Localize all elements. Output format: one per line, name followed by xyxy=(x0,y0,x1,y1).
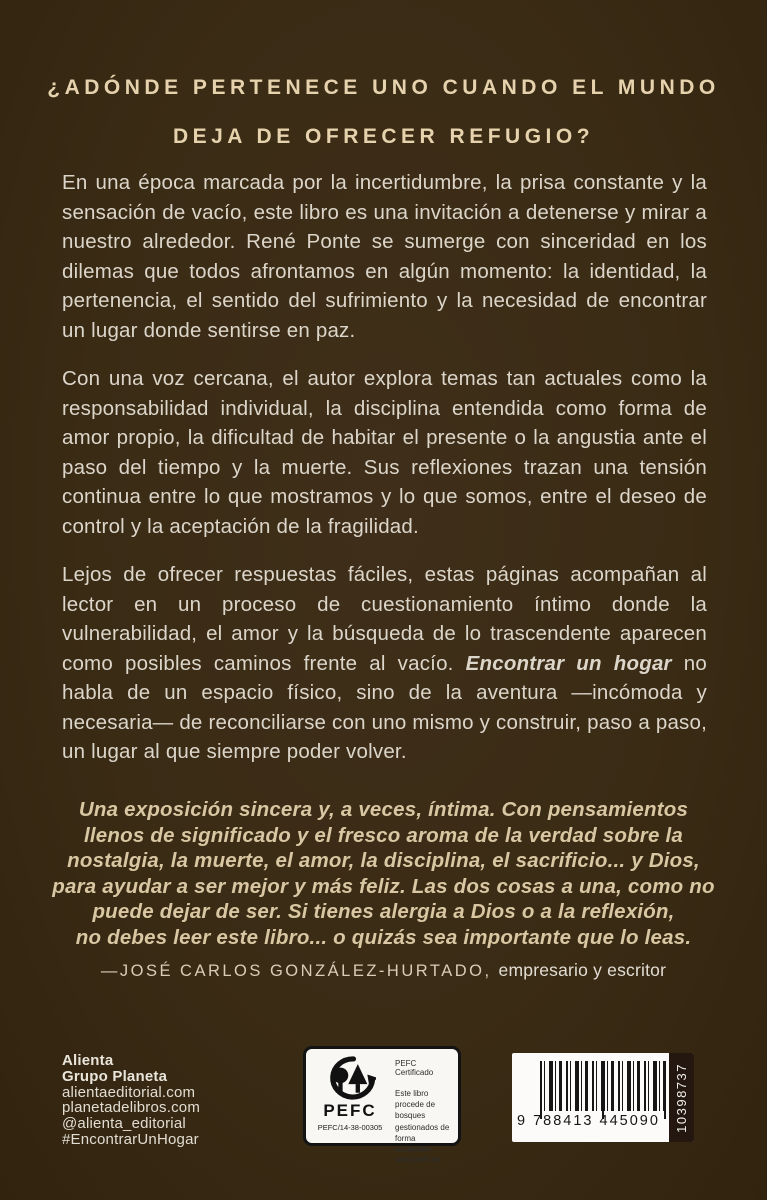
paragraph3-before: Lejos de ofrecer respuestas fáciles, estas páginas acompañan al lector en un proceso de cuestionamiento íntimo donde la vulnerabilidad, el amor y la búsqueda de lo trascendente aparecen como posibles caminos frente al vacío. xyxy=(62,563,707,675)
isbn-barcode xyxy=(512,1053,694,1142)
quote-line: puede dejar de ser. Si tienes alergia a Dios o a la reflexión, xyxy=(92,900,675,923)
headline-line-1: ¿ADÓNDE PERTENECE UNO CUANDO EL MUNDO xyxy=(47,76,720,99)
pefc-text-column xyxy=(387,1054,453,1165)
isbn-number: 9 788413 445090 xyxy=(517,1113,660,1129)
paragraph3-after: no habla de un espacio físico, sino de la aventura —incómoda y necesaria— de reconciliarse con uno mismo y construir, paso a paso, un lugar al que siempre poder volver. xyxy=(62,651,707,763)
quote-author-name: —JOSÉ CARLOS GONZÁLEZ-HURTADO, xyxy=(100,962,492,980)
internal-reference-strip xyxy=(669,1053,694,1142)
headline-line-2: DEJA DE OFRECER REFUGIO? xyxy=(172,125,595,148)
quote-line: para ayudar a ser mejor y más feliz. Las dos cosas a una, como no xyxy=(52,874,715,898)
pefc-title: PEFC Certificado xyxy=(395,1059,434,1077)
publisher-website: alientaeditorial.com xyxy=(62,1083,196,1101)
publisher-group: Grupo Planeta xyxy=(62,1067,168,1085)
publisher-website-2: planetadelibros.com xyxy=(62,1099,201,1117)
pefc-wordmark: PEFC xyxy=(323,1101,377,1120)
quote-line: no debes leer este libro... o quizás sea importante que lo leas. xyxy=(75,925,692,949)
barcode-guard-bar xyxy=(664,1061,666,1119)
synopsis xyxy=(62,168,707,786)
quote-line: Una exposición sincera y, a veces, íntima. Con pensamientos xyxy=(78,798,689,821)
publisher-hashtag: #EncontrarUnHogar xyxy=(62,1130,199,1148)
synopsis-paragraph-1: En una época marcada por la incertidumbre, la prisa constante y la sensación de vacío, este libro es una invitación a detenerse y mirar a nuestro alrededor. René Ponte se sumerge con sinceridad en los dilemas que todos afrontamos en algún momento: la identidad, la pertenencia, el sentido del sufrimiento y la necesidad de encontrar un lugar donde sentirse en paz. xyxy=(62,171,707,342)
internal-reference-number: 10398737 xyxy=(674,1062,689,1133)
pefc-url: www.pefc.es xyxy=(395,1155,440,1165)
publisher-social-handle: @alienta_editorial xyxy=(62,1115,186,1133)
book-title-mention: Encontrar un hogar xyxy=(465,651,672,675)
synopsis-paragraph-3 xyxy=(62,560,707,767)
quote-line: llenos de significado y el fresco aroma de la verdad sobre la xyxy=(84,823,683,847)
pefc-description: Este libro procede de bosques gestionados de forma sostenible xyxy=(395,1089,450,1154)
pefc-trees-icon xyxy=(324,1055,376,1101)
quote-author-role: empresario y escritor xyxy=(498,960,667,980)
pefc-cert-number: PEFC/14-38-00305 xyxy=(317,1123,383,1132)
headline xyxy=(0,63,767,161)
publisher-block xyxy=(62,1053,200,1148)
quote-attribution xyxy=(0,957,767,985)
publisher-imprint: Alienta xyxy=(62,1052,114,1069)
barcode-guard-bar xyxy=(540,1061,542,1119)
pefc-certification-label xyxy=(303,1046,461,1165)
barcode-guard-bar xyxy=(602,1061,604,1119)
quote-line: nostalgia, la muerte, el amor, la disciplina, el sacrificio... y Dios, xyxy=(67,849,700,872)
barcode-bars-area xyxy=(512,1053,669,1142)
synopsis-paragraph-2: Con una voz cercana, el autor explora temas tan actuales como la responsabilidad individual, la disciplina entendida como forma de amor propio, la dificultad de habitar el presente o la angustia ante el paso del tiempo y la muerte. Sus reflexiones trazan una tensión continua entre lo que mostramos y lo que somos, entre el deseo de control y la aceptación de la fragilidad. xyxy=(62,367,707,538)
pefc-logo-column xyxy=(313,1054,387,1139)
endorsement-quote xyxy=(0,797,767,985)
